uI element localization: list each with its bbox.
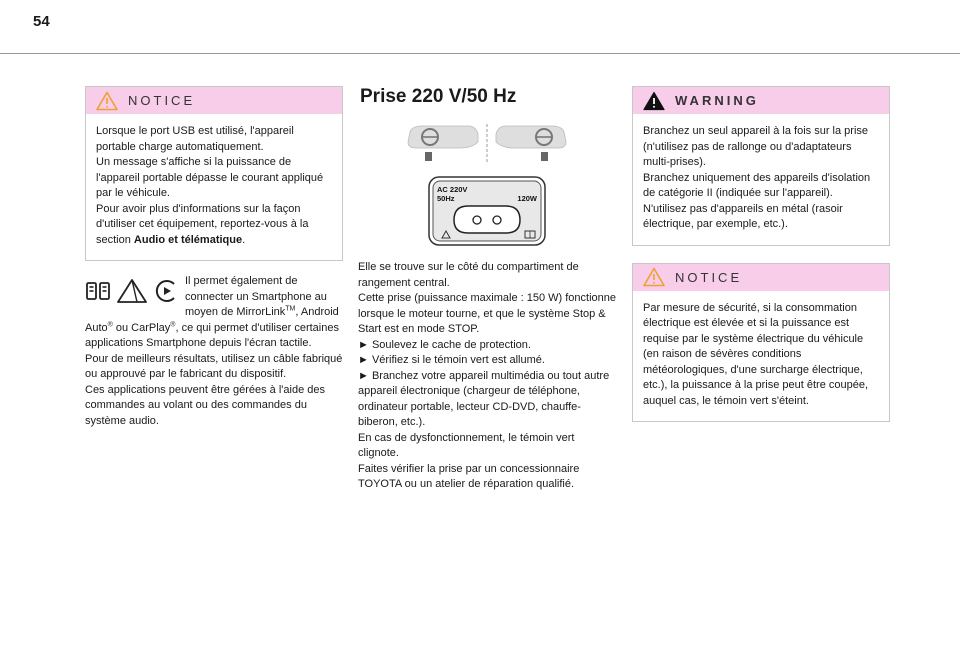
socket-illustration bbox=[428, 176, 546, 246]
smartphone-text-a: Il permet également de connecter un Smartphone au moyen de MirrorLink bbox=[185, 275, 327, 318]
notice-header-2 bbox=[633, 264, 889, 291]
prise-line: Cette prise (puissance maximale : 150 W) fonctionne lorsque le moteur tourne, et que le système Stop & Start est en mode STOP. bbox=[358, 292, 617, 335]
top-divider bbox=[0, 53, 960, 54]
notice-line-tail: . bbox=[242, 233, 246, 246]
notice-line: Par mesure de sécurité, si la consommation électrique est élevée et si la puissance est requise par le système électrique du véhicule (en raison de sévères conditions météorologiques, d'une surcharge électrique, etc.), la puissance à la prise peut être coupée, auquel cas, le témoin vert s'éteint. bbox=[643, 301, 869, 407]
notice-box-2 bbox=[632, 263, 890, 423]
socket-opening bbox=[454, 206, 520, 233]
notice-header bbox=[86, 87, 342, 114]
prise-text bbox=[358, 260, 616, 493]
caution-triangle-icon bbox=[643, 267, 665, 287]
smartphone-paragraph: Pour de meilleurs résultats, utilisez un câble fabriqué ou approuvé par le fabricant du dispositif. bbox=[85, 352, 343, 380]
notice-line bbox=[96, 202, 332, 249]
warning-line: Branchez un seul appareil à la fois sur la prise (n'utilisez pas de rallonge ou d'adaptateurs multi-prises). bbox=[643, 125, 869, 168]
vehicle-position-illustration bbox=[402, 122, 572, 166]
notice-body bbox=[86, 114, 342, 260]
smartphone-paragraph: Ces applications peuvent être gérées à l'aide des commandes au volant ou des commandes du système audio. bbox=[85, 383, 325, 427]
prise-step: ► Soulevez le cache de protection. bbox=[358, 338, 531, 351]
notice-title: NOTICE bbox=[128, 93, 196, 108]
smartphone-section bbox=[85, 274, 343, 429]
carplay-icon bbox=[153, 278, 179, 304]
notice-line: Lorsque le port USB est utilisé, l'appareil portable charge automatiquement. bbox=[96, 125, 294, 153]
android-auto-icon bbox=[115, 278, 149, 304]
socket-power-label: 120W bbox=[517, 194, 537, 203]
notice-title-2: NOTICE bbox=[675, 269, 743, 285]
warning-title: WARNING bbox=[675, 93, 759, 108]
prise-line: Elle se trouve sur le côté du compartiment de rangement central. bbox=[358, 261, 579, 289]
column-middle bbox=[358, 86, 616, 493]
registered-symbol: ® bbox=[170, 320, 176, 328]
warning-triangle-icon bbox=[643, 91, 665, 111]
column-right bbox=[632, 86, 890, 422]
registered-symbol: ® bbox=[107, 320, 113, 328]
trademark-symbol: TM bbox=[285, 305, 296, 313]
socket-location-marker bbox=[541, 152, 548, 161]
notice-line-text: Pour avoir plus d'informations sur la façon d'utiliser cet équipement, reportez-vous à la section bbox=[96, 202, 309, 246]
warning-line: N'utilisez pas d'appareils en métal (rasoir électrique, par exemple, etc.). bbox=[643, 202, 843, 230]
projection-icons bbox=[85, 278, 179, 304]
section-title: Prise 220 V/50 Hz bbox=[360, 86, 517, 107]
smartphone-text-c: ou CarPlay bbox=[112, 321, 171, 334]
column-left bbox=[85, 86, 343, 429]
warning-box bbox=[632, 86, 890, 246]
prise-line: En cas de dysfonctionnement, le témoin vert clignote. bbox=[358, 431, 575, 459]
warning-line: Branchez uniquement des appareils d'isolation de catégorie II (indiquée sur l'appareil). bbox=[643, 171, 871, 199]
mirrorlink-icon bbox=[85, 278, 111, 304]
notice-body-2 bbox=[633, 291, 889, 422]
caution-triangle-icon bbox=[96, 91, 118, 111]
smartphone-text-b: , Android Auto bbox=[85, 306, 339, 334]
notice-line: Un message s'affiche si la puissance de l'appareil portable dépasse le courant appliqué par le véhicule. bbox=[96, 156, 324, 199]
socket-frequency-label: 50Hz bbox=[437, 194, 455, 203]
prise-step: ► Vérifiez si le témoin vert est allumé. bbox=[358, 354, 545, 366]
prise-line: Faites vérifier la prise par un concessionnaire TOYOTA ou un atelier de réparation qualifié. bbox=[358, 462, 580, 490]
prise-step: ► Branchez votre appareil multimédia ou tout autre appareil électronique (chargeur de téléphone, ordinateur portable, lecteur CD-DVD, chauffe-biberon, etc.). bbox=[358, 369, 610, 428]
page-number: 54 bbox=[33, 13, 50, 30]
warning-header bbox=[633, 87, 889, 114]
socket-location-marker bbox=[425, 152, 432, 161]
notice-box bbox=[85, 86, 343, 261]
warning-body bbox=[633, 114, 889, 245]
audio-telematique-link[interactable]: Audio et télématique bbox=[133, 233, 243, 246]
socket-voltage-label: AC 220V bbox=[437, 185, 468, 194]
smartphone-text-d: , ce qui permet d'utiliser certaines applications Smartphone depuis l'écran tactile. bbox=[85, 321, 339, 349]
